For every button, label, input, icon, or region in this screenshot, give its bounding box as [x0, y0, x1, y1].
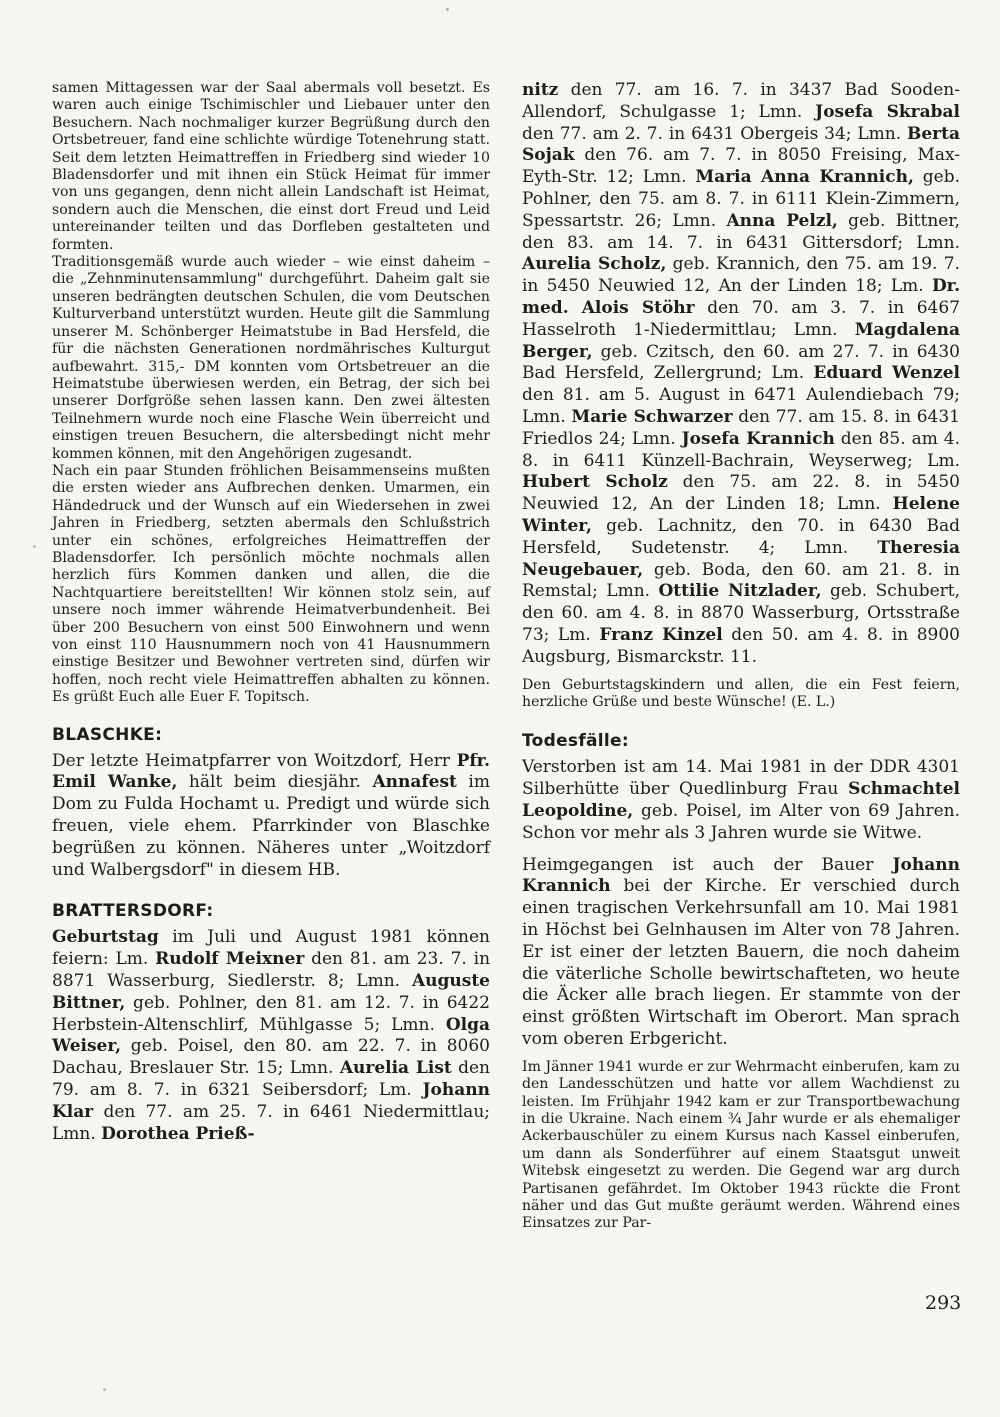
paragraph-collection: Traditionsgemäß wurde auch wieder – wie einst daheim – die „Zehnminutensammlung" durchgeführt. Daheim galt sie unseren bedrängten deutschen Schulen, die vom Deutschen Kulturverband unterstützt wurden. Heute gilt die Sammlung unserer M. Schönberger Heimatstube in Bad Hersfeld, die für die nächsten Generationen nordmährisches Kulturgut aufbewahrt. 315,- DM konnten vom Ortsbetreuer an die Heimatstube überwiesen werden, ein Betrag, der sich bei unserer Dorfgröße sehen lassen kann. Den zwei ältesten Teilnehmern wurde noch eine Flasche Wein überreicht und einstigen treuen Besuchern, die altersbedingt nicht mehr kommen können, mit den Angehörigen zugesandt. — [52, 254, 490, 462]
scan-speck — [33, 545, 36, 548]
scan-speck — [446, 8, 449, 11]
right-column — [522, 80, 960, 1233]
paragraph-death-krannich: Heimgegangen ist auch der Bauer Johann Krannich bei der Kirche. Er verschied durch einen tragischen Verkehrsunfall am 10. Mai 1981 in Höchst bei Gelnhausen im Alter von 78 Jahren. Er ist einer der letzten Bauern, die noch daheim die väterliche Scholle bewirtschafteten, wo heute die Äcker alle brach liegen. Er stammte von der einst größten Wirtschaft im Oberort. Man sprach vom oberen Erbgericht. — [522, 854, 960, 1049]
paragraph-reunion-meal: samen Mittagessen war der Saal abermals voll besetzt. Es waren auch einige Tschimischler und Liebauer unter den Besuchern. Nach nochmaliger kurzer Begrüßung durch den Ortsbetreuer, fand eine schlichte würdige Totenehrung statt. Seit dem letzten Heimattreffen in Friedberg sind wieder 10 Bladensdorfer und mit ihnen ein Stück Heimat für immer von uns gegangen, denn nicht allein Landschaft ist Heimat, sondern auch die Menschen, die einst dort Freud und Leid untereinander teilten und das Dorfleben gestalteten und formten. — [52, 80, 490, 253]
paragraph-brattersdorf-birthdays: Geburtstag im Juli und August 1981 können feiern: Lm. Rudolf Meixner den 81. am 23. 7. in 8871 Wasserburg, Siedlerstr. 8; Lmn. Auguste Bittner, geb. Pohlner, den 81. am 12. 7. in 6422 Herbstein-Altenschlirf, Mühlgasse 5; Lmn. Olga Weiser, geb. Poisel, den 80. am 22. 7. in 8060 Dachau, Breslauer Str. 15; Lmn. Aurelia List den 79. am 8. 7. in 6321 Seibersdorf; Lm. Johann Klar den 77. am 25. 7. in 6461 Niedermittlau; Lmn. Dorothea Prieß- — [52, 927, 491, 1144]
paragraph-blaschke: Der letzte Heimatpfarrer von Woitzdorf, Herr Pfr. Emil Wanke, hält beim diesjähr. Annafest im Dom zu Fulda Hochamt u. Predigt und würde sich freuen, viele ehem. Pfarrkinder von Blaschke begrüßen zu können. Näheres unter „Woitzdorf und Walbergsdorf" in diesem HB. — [52, 750, 490, 880]
paragraph-farewell: Nach ein paar Stunden fröhlichen Beisammenseins mußten die ersten wieder ans Aufbrechen denken. Umarmen, ein Händedruck und der Wunsch auf ein Wiedersehen in zwei Jahren in Friedberg, setzten abermals den Schlußstrich unter ein schönes, erfolgreiches Heimattreffen der Bladensdorfer. Ich persönlich möchte nochmals allen herzlich fürs Kommen danken und allen, die die Nachtquartiere bereitstellten! Wir können stolz sein, auf unsere noch immer währende Heimatverbundenheit. Bei über 200 Besuchern von einst 500 Einwohnern und wenn von einst 110 Hausnummern noch von 41 Hausnummern einstige Besitzer und Bewohner vertreten sind, dürfen wir hoffen, noch recht viele Heimattreffen abhalten zu können. Es grüßt Euch alle Euer F. Topitsch. — [52, 462, 490, 706]
paragraph-birthdays-continued: nitz den 77. am 16. 7. in 3437 Bad Sooden-Allendorf, Schulgasse 1; Lmn. Josefa Skrabal den 77. am 2. 7. in 6431 Obergeis 34; Lmn. Berta Sojak den 76. am 7. 7. in 8050 Freising, Max-Eyth-Str. 12; Lmn. Maria Anna Krannich, geb. Pohlner, den 75. am 8. 7. in 6111 Klein-Zimmern, Spessartstr. 26; Lmn. Anna Pelzl, geb. Bittner, den 83. am 14. 7. in 6431 Gittersdorf; Lmn. Aurelia Scholz, geb. Krannich, den 75. am 19. 7. in 5450 Neuwied 12, An der Linden 18; Lm. Dr. med. Alois Stöhr den 70. am 3. 7. in 6467 Hasselroth 1-Niedermittlau; Lmn. Magdalena Berger, geb. Czitsch, den 60. am 27. 7. in 6430 Bad Hersfeld, Zellergrund; Lm. Eduard Wenzel den 81. am 5. August in 6471 Aulendiebach 79; Lmn. Marie Schwarzer den 77. am 15. 8. in 6431 Friedlos 24; Lmn. Josefa Krannich den 85. am 4. 8. in 6411 Künzell-Bachrain, Weyserweg; Lm. Hubert Scholz den 75. am 22. 8. in 5450 Neuwied 12, An der Linden 18; Lmn. Helene Winter, geb. Lachnitz, den 70. in 6430 Bad Hersfeld, Sudetenstr. 4; Lmn. Theresia Neugebauer, geb. Boda, den 60. am 21. 8. in Remstal; Lmn. Ottilie Nitzlader, geb. Schubert, den 60. am 4. 8. in 8870 Wasserburg, Ortsstraße 73; Lm. Franz Kinzel den 50. am 4. 8. in 8900 Augsburg, Bismarckstr. 11. — [522, 80, 961, 667]
left-column — [52, 80, 490, 1145]
paragraph-krannich-biography: Im Jänner 1941 wurde er zur Wehrmacht einberufen, kam zu den Landesschützen und hatte vor allem Wachdienst zu leisten. Im Frühjahr 1942 kam er zur Transportbewachung in die Ukraine. Nach einem ¾ Jahr wurde er als ehemaliger Ackerbauschüler zu einem Kursus nach Kassel einberufen, um dann als Sonderführer auf einem Staatsgut unweit Witebsk eingesetzt zu werden. Die Gegend war arg durch Partisanen gefährdet. Im Oktober 1943 rückte die Front näher und das Gut mußte geräumt werden. Während eines Einsatzes zur Par- — [522, 1058, 960, 1232]
heading-brattersdorf: BRATTERSDORF: — [52, 901, 214, 922]
paragraph-wishes: Den Geburtstagskindern und allen, die ein Fest feiern, herzliche Grüße und beste Wünsche! (E. L.) — [522, 676, 960, 710]
heading-blaschke: BLASCHKE: — [52, 724, 163, 745]
heading-todesfaelle: Todesfälle: — [522, 731, 629, 752]
paragraph-death-schmachtel: Verstorben ist am 14. Mai 1981 in der DDR 4301 Silberhütte über Quedlinburg Frau Schmachtel Leopoldine, geb. Poisel, im Alter von 69 Jahren. Schon vor mehr als 3 Jahren wurde sie Witwe. — [522, 757, 960, 843]
page-number: 293 — [925, 1292, 962, 1314]
scan-speck — [103, 1388, 106, 1391]
